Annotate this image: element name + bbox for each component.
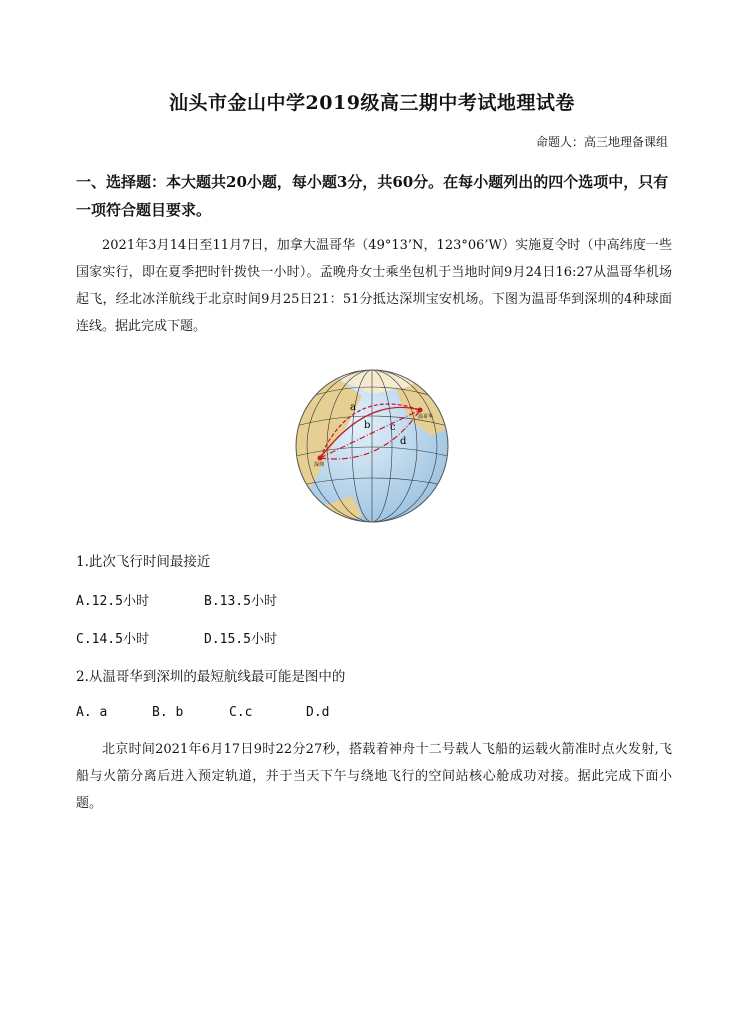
author-line: 命题人：高三地理备课组 <box>535 135 668 149</box>
globe-figure <box>292 366 452 526</box>
q1-option-b: B.13.5小时 <box>204 594 277 609</box>
passage-2: 北京时间2021年6月17日9时22分27秒，搭载着神舟十二号载人飞船的运载火箭准时点火发射,飞船与火箭分离后进入预定轨道，并于当天下午与绕地飞行的空间站核心舱成功对接。据此完成下面小题。 <box>76 742 672 811</box>
label-vancouver: 温哥华 <box>418 414 434 420</box>
page-title: 汕头市金山中学2019级高三期中考试地理试卷 <box>169 92 575 114</box>
shenzhen-dot <box>318 456 323 461</box>
label-b: b <box>364 420 371 431</box>
q2-option-b: B. b <box>152 705 184 720</box>
q2-option-a: A. a <box>76 705 108 720</box>
q1-option-a: A.12.5小时 <box>76 594 149 609</box>
label-c: c <box>390 422 396 433</box>
question-1-stem: 1.此次飞行时间最接近 <box>76 554 211 570</box>
label-a: a <box>350 402 356 413</box>
section-heading: 一、选择题：本大题共20小题，每小题3分，共60分。在每小题列出的四个选项中，只有一项符合题目要求。 <box>76 173 669 219</box>
q1-option-d: D.15.5小时 <box>204 632 277 647</box>
label-shenzhen: 深圳 <box>314 462 325 468</box>
q2-option-d: D.d <box>306 705 330 720</box>
q1-option-c: C.14.5小时 <box>76 632 149 647</box>
q2-option-c: C.c <box>229 705 253 720</box>
question-2-stem: 2.从温哥华到深圳的最短航线最可能是图中的 <box>76 669 346 685</box>
passage-1: 2021年3月14日至11月7日，加拿大温哥华（49°13’N，123°06’W）实施夏令时（中高纬度一些国家实行，即在夏季把时针拨快一小时）。孟晚舟女士乘坐包机于当地时间9月24日16:27从温哥华机场起飞，经北冰洋航线于北京时间9月25日21：51分抵达深圳宝安机场。下图为温哥华到深圳的4种球面连线。据此完成下题。 <box>76 238 672 334</box>
vancouver-dot <box>418 408 423 413</box>
label-d: d <box>400 436 407 447</box>
